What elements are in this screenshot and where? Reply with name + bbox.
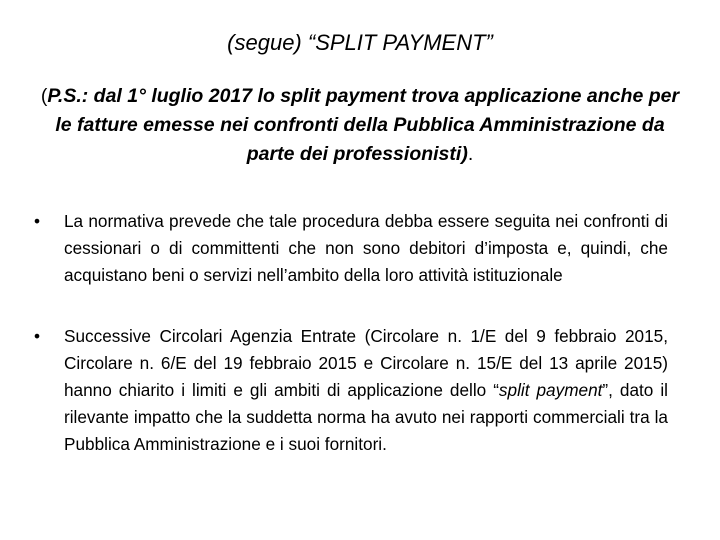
- bullet-text: [64, 323, 668, 458]
- bullet-text-emphasis: split payment: [498, 380, 603, 400]
- bullet-marker: •: [33, 326, 41, 346]
- bullet-marker: •: [33, 211, 41, 231]
- ps-note-tail: .: [467, 143, 474, 165]
- bullet-text: La normativa prevede che tale procedura debba essere seguita nei confronti di cessionari o di committenti che non sono debitori d’imposta e, quindi, che acquistano beni o servizi nell’ambito della loro attività istituzionale: [64, 211, 668, 285]
- ps-note-open-paren: (: [40, 85, 48, 107]
- slide-title: (segue) “SPLIT PAYMENT”: [227, 30, 493, 55]
- ps-note-text: P.S.: dal 1° luglio 2017 lo split payment trova applicazione anche per le fatture emesse nei confronti della Pubblica Amministrazione da parte dei professionisti): [47, 85, 680, 165]
- bullet-text-before: Successive Circolari Agenzia Entrate (Circolare n. 1/E del 9 febbraio 2015, Circolare n. 6/E del 19 febbraio 2015 e Circolare n. 15/E del 13 aprile 2015) hanno chiarito i limiti e gli ambiti di applicazione dello “: [64, 326, 668, 400]
- bullet-item-normativa: [28, 208, 668, 289]
- ps-note: [40, 82, 680, 169]
- bullet-text-after: ”, dato il rilevante impatto che la suddetta norma ha avuto nei rapporti commerciali tra la Pubblica Amministrazione e i suoi fornitori.: [64, 380, 668, 454]
- bullet-item-circolari: [28, 323, 668, 458]
- bullet-list: [28, 208, 668, 458]
